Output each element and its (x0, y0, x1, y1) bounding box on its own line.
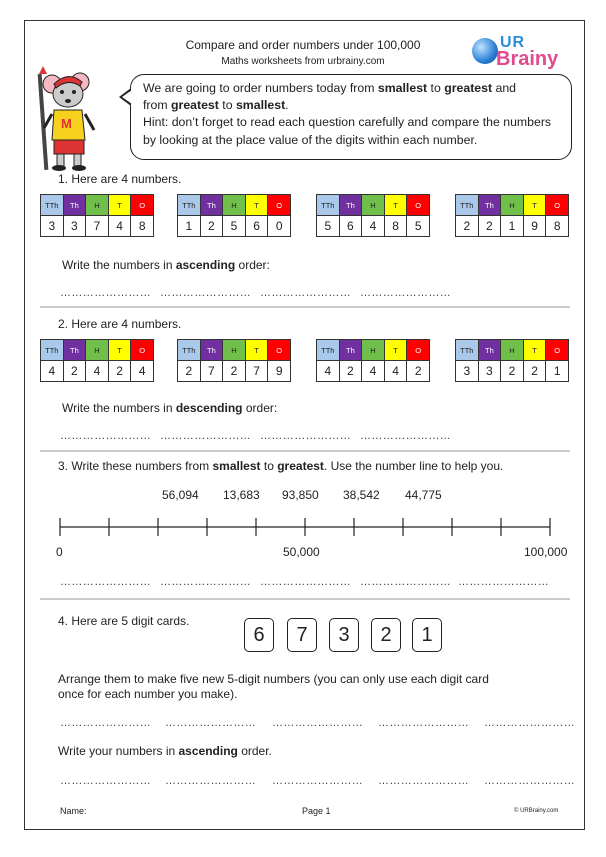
place-header: H (501, 195, 524, 215)
digit-cell: 2 (178, 361, 201, 381)
section-divider (40, 450, 570, 452)
digit-cell: 5 (317, 216, 340, 236)
place-header: TTh (456, 340, 479, 360)
q3-number: 44,775 (405, 488, 442, 502)
digit-cell: 2 (524, 361, 547, 381)
digit-cell: 2 (456, 216, 479, 236)
digit-cell: 5 (223, 216, 246, 236)
place-header: TTh (41, 195, 64, 215)
place-header: T (109, 195, 132, 215)
place-value-table (316, 339, 430, 382)
digit-cell: 3 (456, 361, 479, 381)
place-header: H (362, 340, 385, 360)
digit-cell: 4 (86, 361, 109, 381)
logo-text-bottom: Brainy (496, 48, 559, 70)
place-header: O (131, 195, 153, 215)
place-header: Th (340, 340, 363, 360)
answer-line[interactable]: …………………… (272, 775, 364, 787)
logo-text-top: UR (500, 34, 526, 51)
q3-number: 38,542 (343, 488, 380, 502)
answer-line[interactable]: …………………… (60, 576, 152, 588)
answer-line[interactable]: …………………… (165, 775, 257, 787)
q2-instruction: Write the numbers in descending order: (62, 401, 278, 415)
place-header: T (246, 195, 269, 215)
place-header: H (501, 340, 524, 360)
q3-number: 13,683 (223, 488, 260, 502)
digit-cell: 2 (201, 216, 224, 236)
place-header: H (223, 195, 246, 215)
digit-cell: 1 (178, 216, 201, 236)
digit-cell: 7 (246, 361, 269, 381)
digit-cell: 7 (86, 216, 109, 236)
digit-cell: 8 (385, 216, 408, 236)
q4-label: 4. Here are 5 digit cards. (58, 614, 190, 628)
place-header: H (86, 195, 109, 215)
place-header: T (246, 340, 269, 360)
place-header: T (524, 340, 547, 360)
digit-cell: 9 (275, 364, 283, 378)
answer-line[interactable]: …………………… (165, 717, 257, 729)
place-value-table (316, 194, 430, 237)
section-divider (40, 306, 570, 308)
answer-line[interactable]: …………………… (260, 430, 352, 442)
place-header: O (131, 340, 153, 360)
q4-arrange-instruction: Arrange them to make five new 5-digit numbers (you can only use each digit card once for each number you make). (58, 672, 489, 701)
digit-cell: 5 (414, 219, 422, 233)
digit-cell: 4 (362, 216, 385, 236)
digit-cell: 1 (501, 216, 524, 236)
digit-cell: 2 (223, 361, 246, 381)
digit-cell: 6 (246, 216, 269, 236)
digit-cell: 2 (64, 361, 87, 381)
digit-cell: 2 (109, 361, 132, 381)
q1-label: 1. Here are 4 numbers. (58, 172, 182, 186)
copyright: © URBrainy.com (514, 808, 559, 814)
place-header: H (86, 340, 109, 360)
q3-number: 56,094 (162, 488, 199, 502)
answer-line[interactable]: …………………… (260, 287, 352, 299)
page-subtitle: Maths worksheets from urbrainy.com (221, 56, 385, 67)
place-header: O (407, 340, 429, 360)
digit-card: 1 (412, 618, 442, 652)
svg-text:M: M (61, 116, 72, 131)
place-header: T (109, 340, 132, 360)
digit-cell: 4 (317, 361, 340, 381)
digit-card: 6 (244, 618, 274, 652)
place-header: Th (64, 195, 87, 215)
q2-label: 2. Here are 4 numbers. (58, 317, 182, 331)
digit-cell: 6 (340, 216, 363, 236)
place-header: T (385, 195, 408, 215)
digit-cell: 2 (340, 361, 363, 381)
number-line (55, 515, 555, 539)
place-value-table (40, 194, 154, 237)
q3-instruction: 3. Write these numbers from smallest to greatest. Use the number line to help you. (58, 459, 504, 473)
answer-line[interactable]: …………………… (378, 775, 470, 787)
answer-line[interactable]: …………………… (378, 717, 470, 729)
place-header: O (268, 340, 290, 360)
place-header: Th (201, 195, 224, 215)
place-header: TTh (317, 340, 340, 360)
digit-card: 3 (329, 618, 359, 652)
digit-cell: 4 (385, 361, 408, 381)
answer-line[interactable]: …………………… (160, 430, 252, 442)
urbrainy-logo (472, 34, 562, 70)
place-header: Th (201, 340, 224, 360)
place-header: H (362, 195, 385, 215)
place-header: T (524, 195, 547, 215)
place-header: T (385, 340, 408, 360)
place-header: H (223, 340, 246, 360)
axis-label-start: 0 (56, 545, 63, 559)
place-value-table (177, 339, 291, 382)
place-header: O (268, 195, 290, 215)
answer-line[interactable]: …………………… (60, 717, 152, 729)
digit-cell: 3 (41, 216, 64, 236)
place-header: Th (479, 340, 502, 360)
place-header: Th (64, 340, 87, 360)
hint-text: Hint: don’t forget to read each question carefully and compare the numbers by looking at the place value of the digits within each number. (143, 115, 552, 147)
digit-cell: 7 (201, 361, 224, 381)
answer-line[interactable]: …………………… (458, 576, 550, 588)
digit-card: 2 (371, 618, 401, 652)
answer-line[interactable]: …………………… (360, 576, 452, 588)
place-value-table (455, 194, 569, 237)
digit-cell: 4 (41, 361, 64, 381)
place-header: TTh (178, 195, 201, 215)
page-title: Compare and order numbers under 100,000 (185, 38, 421, 52)
answer-line[interactable]: …………………… (360, 287, 452, 299)
globe-icon (472, 38, 498, 64)
mouse-mascot-illustration (30, 66, 125, 174)
place-header: O (407, 195, 429, 215)
place-header: TTh (41, 340, 64, 360)
answer-line[interactable]: …………………… (260, 576, 352, 588)
digit-cell: 8 (138, 219, 146, 233)
digit-cell: 1 (553, 364, 561, 378)
name-label: Name: (60, 806, 87, 816)
place-value-table (177, 194, 291, 237)
answer-line[interactable]: …………………… (160, 287, 252, 299)
digit-cell: 2 (414, 364, 422, 378)
answer-line[interactable]: …………………… (60, 775, 152, 787)
answer-line[interactable]: …………………… (160, 576, 252, 588)
digit-cell: 3 (64, 216, 87, 236)
section-divider (40, 598, 570, 600)
page-number: Page 1 (302, 806, 331, 816)
answer-line[interactable]: …………………… (360, 430, 452, 442)
digit-cell: 3 (479, 361, 502, 381)
axis-label-end: 100,000 (524, 545, 568, 559)
answer-line[interactable]: …………………… (60, 287, 152, 299)
digit-card: 7 (287, 618, 317, 652)
place-header: Th (479, 195, 502, 215)
q1-instruction: Write the numbers in ascending order: (62, 258, 270, 272)
place-header: O (546, 195, 568, 215)
answer-line[interactable]: …………………… (60, 430, 152, 442)
place-header: Th (340, 195, 363, 215)
place-value-table (455, 339, 569, 382)
digit-cell: 2 (479, 216, 502, 236)
place-header: TTh (178, 340, 201, 360)
answer-line[interactable]: …………………… (484, 717, 576, 729)
digit-cell: 4 (109, 216, 132, 236)
q3-number: 93,850 (282, 488, 319, 502)
digit-cell: 2 (501, 361, 524, 381)
axis-label-mid: 50,000 (283, 545, 320, 559)
answer-line[interactable]: …………………… (272, 717, 364, 729)
intro-text: We are going to order numbers today from smallest to greatest and from greatest to smallest. Hint: don’t forget to read each question carefully and compare the numbers by looking at the place value of the digits within each number. (143, 81, 552, 147)
place-value-table (40, 339, 154, 382)
digit-cell: 4 (362, 361, 385, 381)
place-header: TTh (317, 195, 340, 215)
place-header: TTh (456, 195, 479, 215)
digit-cell: 9 (524, 216, 547, 236)
digit-cell: 8 (553, 219, 561, 233)
q4-order-instruction: Write your numbers in ascending order. (58, 744, 272, 758)
digit-cell: 0 (275, 219, 283, 233)
answer-line[interactable]: …………………… (484, 775, 576, 787)
place-header: O (546, 340, 568, 360)
digit-cell: 4 (138, 364, 146, 378)
